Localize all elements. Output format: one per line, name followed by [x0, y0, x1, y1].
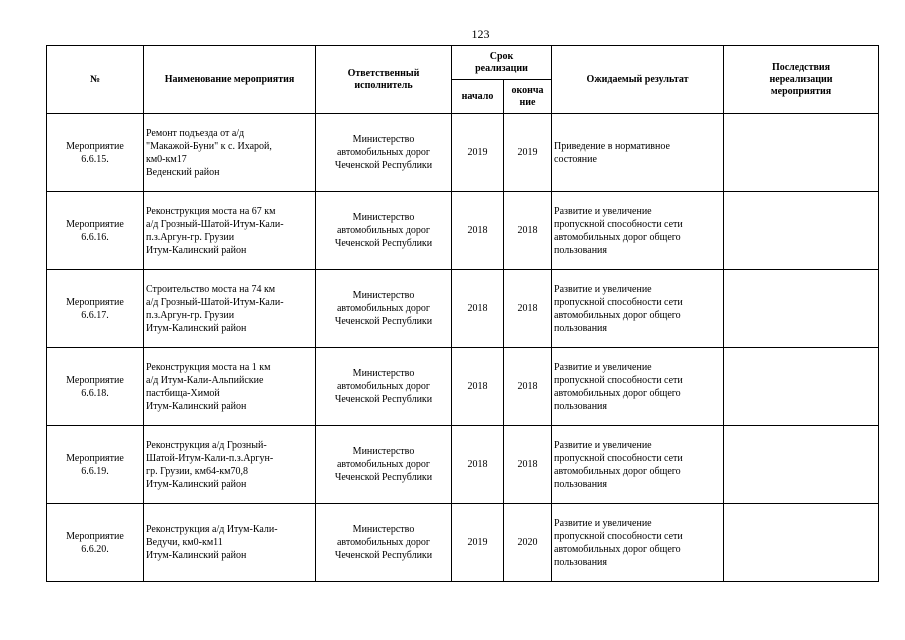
expected-result	[552, 348, 724, 426]
expected-result	[552, 192, 724, 270]
expected-result-line: пропускной способности сети	[554, 218, 683, 230]
expected-result-line: состояние	[554, 153, 597, 165]
measure-number-line: Мероприятие	[66, 530, 124, 542]
consequences-cell	[724, 348, 879, 426]
expected-result-line: автомобильных дорог общего	[554, 543, 681, 555]
header-consequences-line: мероприятия	[770, 85, 832, 97]
consequences-cell	[724, 270, 879, 348]
table-row	[47, 348, 879, 426]
responsible-executor-line: Министерство	[352, 368, 415, 379]
consequences-cell	[724, 426, 879, 504]
expected-result-line: пользования	[554, 478, 608, 490]
table-body	[47, 114, 879, 582]
expected-result-line: пользования	[554, 556, 608, 568]
measure-number-line: 6.6.20.	[81, 543, 109, 555]
expected-result-line: Развитие и увеличение	[554, 205, 652, 217]
end-year: 2019	[504, 114, 552, 192]
end-year: 2020	[504, 504, 552, 582]
measure-number	[47, 348, 144, 426]
start-year: 2018	[452, 426, 504, 504]
expected-result-line: Развитие и увеличение	[554, 361, 652, 373]
measure-name-line: Реконструкция моста на 1 км	[146, 361, 271, 373]
measure-name	[144, 426, 316, 504]
measure-name	[144, 504, 316, 582]
responsible-executor-line: Чеченской Республики	[334, 550, 433, 561]
measure-name-line: а/д Грозный-Шатой-Итум-Кали-	[146, 296, 284, 308]
measure-name	[144, 114, 316, 192]
measure-number-line: Мероприятие	[66, 296, 124, 308]
expected-result	[552, 114, 724, 192]
start-year: 2019	[452, 114, 504, 192]
end-year: 2018	[504, 270, 552, 348]
measure-name	[144, 270, 316, 348]
measure-name-line: "Макажой-Буни" к с. Ихарой,	[146, 140, 272, 152]
measure-name-line: пастбища-Химой	[146, 387, 220, 399]
measure-number-line: Мероприятие	[66, 374, 124, 386]
measure-name-line: Итум-Калинский район	[146, 478, 247, 490]
header-responsible-line: Ответственный	[347, 67, 420, 79]
responsible-executor	[316, 114, 452, 192]
measure-number-line: 6.6.15.	[81, 153, 109, 165]
measure-name-line: Итум-Калинский район	[146, 244, 247, 256]
measure-number	[47, 270, 144, 348]
expected-result-line: Развитие и увеличение	[554, 439, 652, 451]
expected-result	[552, 426, 724, 504]
responsible-executor-line: Чеченской Республики	[334, 238, 433, 249]
header-name: Наименование мероприятия	[144, 46, 316, 114]
end-year: 2018	[504, 426, 552, 504]
header-end-line: оконча	[511, 84, 544, 96]
responsible-executor	[316, 270, 452, 348]
measure-number-line: Мероприятие	[66, 140, 124, 152]
measure-name-line: Строительство моста на 74 км	[146, 283, 276, 295]
expected-result-line: автомобильных дорог общего	[554, 309, 681, 321]
measure-name-line: гр. Грузии, км64-км70,8	[146, 465, 248, 477]
expected-result	[552, 270, 724, 348]
measure-number-line: 6.6.19.	[81, 465, 109, 477]
responsible-executor-line: Чеченской Республики	[334, 316, 433, 327]
consequences-cell	[724, 114, 879, 192]
measure-name-line: Итум-Калинский район	[146, 322, 247, 334]
consequences-cell	[724, 192, 879, 270]
measure-number-line: Мероприятие	[66, 452, 124, 464]
end-year: 2018	[504, 348, 552, 426]
measure-name	[144, 348, 316, 426]
responsible-executor-line: автомобильных дорог	[336, 381, 431, 392]
expected-result-line: пользования	[554, 400, 608, 412]
measure-number-line: 6.6.17.	[81, 309, 109, 321]
measure-name-line: п.з.Аргун-гр. Грузии	[146, 231, 235, 243]
consequences-cell	[724, 504, 879, 582]
expected-result-line: пользования	[554, 322, 608, 334]
header-period	[452, 46, 552, 80]
header-responsible-line: исполнитель	[354, 79, 413, 91]
header-consequences	[724, 46, 879, 114]
responsible-executor-line: Чеченской Республики	[334, 472, 433, 483]
header-result: Ожидаемый результат	[552, 46, 724, 114]
expected-result-line: пользования	[554, 244, 608, 256]
table-row	[47, 504, 879, 582]
measure-name-line: а/д Грозный-Шатой-Итум-Кали-	[146, 218, 284, 230]
table-row	[47, 426, 879, 504]
header-start: начало	[452, 80, 504, 114]
responsible-executor-line: Чеченской Республики	[334, 160, 433, 171]
responsible-executor-line: Министерство	[352, 134, 415, 145]
expected-result-line: пропускной способности сети	[554, 530, 683, 542]
table-row	[47, 192, 879, 270]
expected-result-line: пропускной способности сети	[554, 452, 683, 464]
measure-name-line: Реконструкция а/д Итум-Кали-	[146, 524, 278, 535]
measure-name-line: км0-км17	[146, 153, 187, 165]
measure-number	[47, 114, 144, 192]
responsible-executor-line: Министерство	[352, 212, 415, 223]
measure-name-line: Веденский район	[146, 166, 220, 178]
measure-name-line: Реконструкция а/д Грозный-	[146, 439, 267, 451]
header-period-line: реализации	[475, 62, 528, 74]
expected-result-line: Развитие и увеличение	[554, 283, 652, 295]
header-end	[504, 80, 552, 114]
measure-number	[47, 426, 144, 504]
header-row	[47, 46, 879, 80]
start-year: 2018	[452, 192, 504, 270]
expected-result-line: автомобильных дорог общего	[554, 387, 681, 399]
measure-name	[144, 192, 316, 270]
table-row	[47, 270, 879, 348]
responsible-executor-line: автомобильных дорог	[336, 459, 431, 470]
responsible-executor	[316, 504, 452, 582]
page-number: 123	[471, 27, 490, 41]
expected-result	[552, 504, 724, 582]
expected-result-line: пропускной способности сети	[554, 296, 683, 308]
responsible-executor-line: автомобильных дорог	[336, 147, 431, 158]
header-end-line: ние	[519, 96, 536, 108]
measure-name-line: Шатой-Итум-Кали-п.з.Аргун-	[146, 452, 274, 464]
responsible-executor	[316, 192, 452, 270]
measure-name-line: Ремонт подъезда от а/д	[146, 127, 245, 139]
expected-result-line: автомобильных дорог общего	[554, 465, 681, 477]
start-year: 2019	[452, 504, 504, 582]
measure-number	[47, 192, 144, 270]
measure-name-line: Ведучи, км0-км11	[146, 537, 223, 548]
expected-result-line: Развитие и увеличение	[554, 517, 652, 529]
end-year: 2018	[504, 192, 552, 270]
table-row	[47, 114, 879, 192]
measure-number	[47, 504, 144, 582]
measure-number-line: 6.6.16.	[81, 231, 109, 243]
header-consequences-line: Последствия	[771, 61, 831, 73]
measures-table	[46, 45, 879, 582]
header-responsible	[316, 46, 452, 114]
measure-number-line: 6.6.18.	[81, 387, 109, 399]
measure-name-line: Реконструкция моста на 67 км	[146, 205, 276, 217]
start-year: 2018	[452, 348, 504, 426]
responsible-executor-line: автомобильных дорог	[336, 225, 431, 236]
expected-result-line: автомобильных дорог общего	[554, 231, 681, 243]
responsible-executor-line: автомобильных дорог	[336, 537, 431, 548]
responsible-executor	[316, 348, 452, 426]
responsible-executor-line: Министерство	[352, 290, 415, 301]
responsible-executor-line: Чеченской Республики	[334, 394, 433, 405]
start-year: 2018	[452, 270, 504, 348]
responsible-executor	[316, 426, 452, 504]
responsible-executor-line: Министерство	[352, 524, 415, 535]
expected-result-line: пропускной способности сети	[554, 374, 683, 386]
measure-name-line: Итум-Калинский район	[146, 550, 247, 561]
header-period-line: Срок	[489, 50, 514, 62]
header-num: №	[47, 46, 144, 114]
measure-name-line: п.з.Аргун-гр. Грузии	[146, 309, 235, 321]
measure-number-line: Мероприятие	[66, 218, 124, 230]
expected-result-line: Приведение в нормативное	[554, 140, 670, 152]
measure-name-line: Итум-Калинский район	[146, 400, 247, 412]
header-consequences-line: нереализации	[769, 73, 833, 85]
responsible-executor-line: Министерство	[352, 446, 415, 457]
responsible-executor-line: автомобильных дорог	[336, 303, 431, 314]
measure-name-line: а/д Итум-Кали-Альпийские	[146, 374, 264, 386]
